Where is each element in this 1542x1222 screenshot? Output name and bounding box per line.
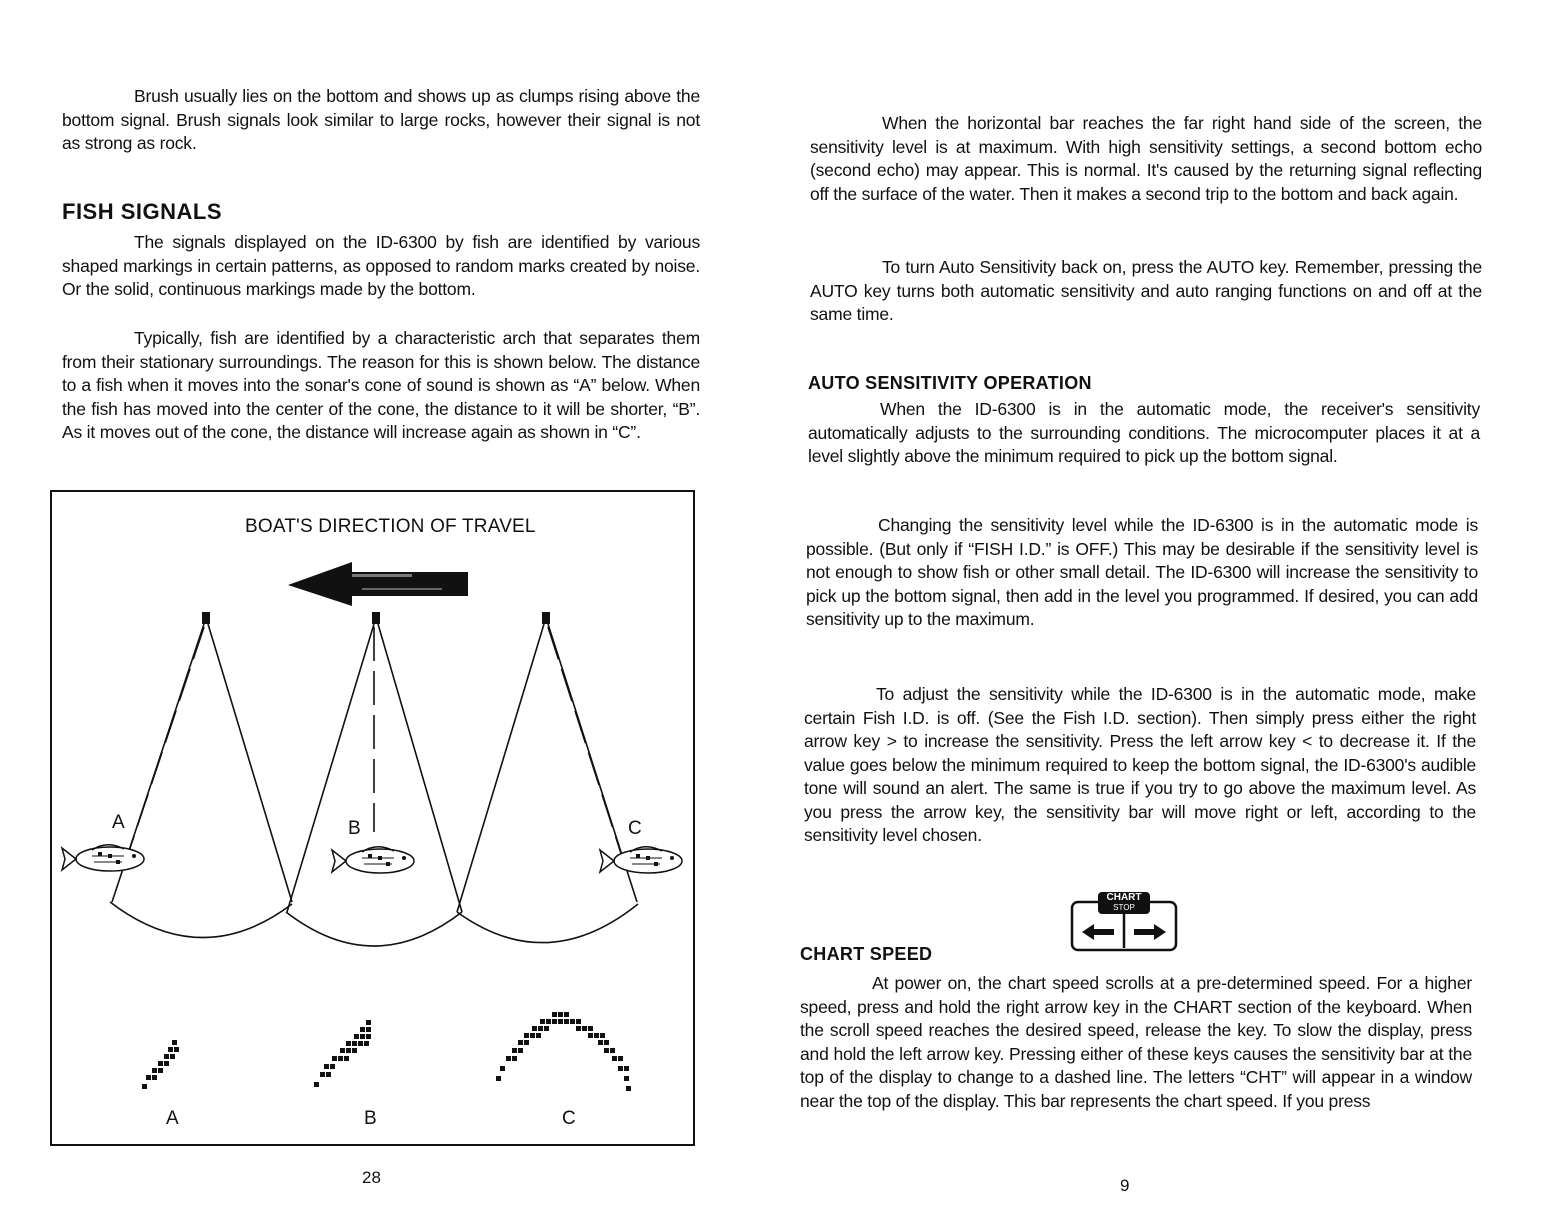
paragraph-1-block [810, 112, 1482, 206]
left-page [0, 0, 760, 1222]
sonar-cone-diagram [52, 492, 693, 1144]
fish-b-icon [332, 847, 414, 873]
chart-key-label: CHART [1106, 892, 1142, 903]
fish-paragraph-1: The signals displayed on the ID-6300 by fish are identified by various shaped markings in certain patterns, as opposed to random marks created by noise. Or the solid, continuous markings made by the bottom. [62, 232, 700, 299]
sonar-cone-figure [50, 490, 695, 1146]
chart-key-sublabel: STOP [1113, 903, 1135, 912]
paragraph-2: To turn Auto Sensitivity back on, press the AUTO key. Remember, pressing the AUTO key turns both automatic sensitivity and auto ranging functions on and off at the same time. [810, 257, 1482, 324]
right-page-number: 9 [1120, 1176, 1130, 1195]
fish-paragraph-2: Typically, fish are identified by a characteristic arch that separates them from their stationary surroundings. The reason for this is shown below. The distance to a fish when it moves into the sonar's cone of sound is shown as “A” below. When the fish has moved into the center of the cone, the distance to it will be shorter, “B”. As it moves out of the cone, the distance will increase again as shown in “C”. [62, 328, 700, 442]
sonar-cone-c [457, 624, 638, 943]
paragraph-4-block [806, 514, 1478, 632]
paragraph-4: Changing the sensitivity level while the ID-6300 is in the automatic mode is possible. (But only if “FISH I.D.” is OFF.) This may be desirable if the sensitivity level is not enough to show fish or other small detail. The ID-6300 will increase the sensitivity to pick up the bottom signal, then add in the level you programmed. If desired, you can add sensitivity up to the maximum. [806, 515, 1478, 629]
fish-paragraph-2-block [62, 327, 700, 445]
sonar-marks-a [142, 1040, 179, 1089]
cone-label-a: A [112, 812, 125, 833]
chart-speed-heading: CHART SPEED [800, 944, 933, 964]
brush-paragraph: Brush usually lies on the bottom and shows up as clumps rising above the bottom signal. Brush signals look similar to large rocks, however their signal is not as strong as rock. [62, 86, 700, 153]
paragraph-2-block [810, 256, 1482, 327]
left-page-number: 28 [362, 1168, 381, 1187]
transducer-b-icon [372, 612, 380, 624]
cone-label-b: B [348, 818, 361, 839]
figure-title: BOAT'S DIRECTION OF TRAVEL [245, 516, 536, 537]
brush-paragraph-block [62, 85, 700, 156]
chart-speed-section [800, 944, 1472, 965]
transducer-c-icon [542, 612, 550, 624]
paragraph-3-block [808, 398, 1480, 469]
sonar-marks-b [314, 1020, 371, 1087]
mark-label-b: B [364, 1108, 377, 1129]
auto-sensitivity-section [808, 373, 1480, 394]
paragraph-3: When the ID-6300 is in the automatic mode, the receiver's sensitivity automatically adjusts to the surrounding conditions. The microcomputer places it at a level slightly above the minimum required to pick up the bottom signal. [808, 399, 1480, 466]
fish-paragraph-1-block [62, 231, 700, 302]
right-page [770, 0, 1542, 1222]
paragraph-5: To adjust the sensitivity while the ID-6300 is in the automatic mode, make certain Fish I.D. is off. (See the Fish I.D. section). Then simply press either the right arrow key > to increase the sensitivity. Press the left arrow key < to decrease it. If the value goes below the minimum required to keep the bottom signal, the ID-6300's audible tone will sound an alert. The same is true if you try to go above the maximum level. As you press the arrow key, the sensitivity bar will move right or left, according to the sensitivity level chosen. [804, 684, 1476, 845]
auto-sensitivity-heading: AUTO SENSITIVITY OPERATION [808, 373, 1092, 393]
fish-signals-section [62, 199, 700, 225]
paragraph-5-block [804, 683, 1476, 848]
paragraph-6: At power on, the chart speed scrolls at a pre-determined speed. For a higher speed, press and hold the right arrow key in the CHART section of the keyboard. When the scroll speed reaches the desired speed, release the key. To slow the display, press and hold the left arrow key. Pressing either of these keys causes the sensitivity bar at the top of the display to change to a dashed line. The letters “CHT” will appear in a window near the top of the display. This bar represents the chart speed. If you press [800, 973, 1472, 1111]
cone-label-c: C [628, 818, 642, 839]
sonar-cone-b [286, 624, 462, 946]
mark-label-a: A [166, 1108, 179, 1129]
fish-a-icon [62, 845, 144, 871]
chart-key-diagram [1070, 890, 1180, 952]
direction-arrow-icon [288, 562, 468, 606]
transducer-a-icon [202, 612, 210, 624]
mark-label-c: C [562, 1108, 576, 1129]
fish-c-icon [600, 847, 682, 873]
sonar-marks-c [496, 1012, 631, 1091]
paragraph-1: When the horizontal bar reaches the far right hand side of the screen, the sensitivity level is at maximum. With high sensitivity settings, a second bottom echo (second echo) may appear. This is normal. It's caused by the returning signal reflecting off the surface of the water. Then it makes a second trip to the bottom and back again. [810, 113, 1482, 204]
fish-signals-heading: FISH SIGNALS [62, 199, 223, 224]
sonar-cone-a [110, 624, 292, 938]
paragraph-6-block [800, 972, 1472, 1113]
